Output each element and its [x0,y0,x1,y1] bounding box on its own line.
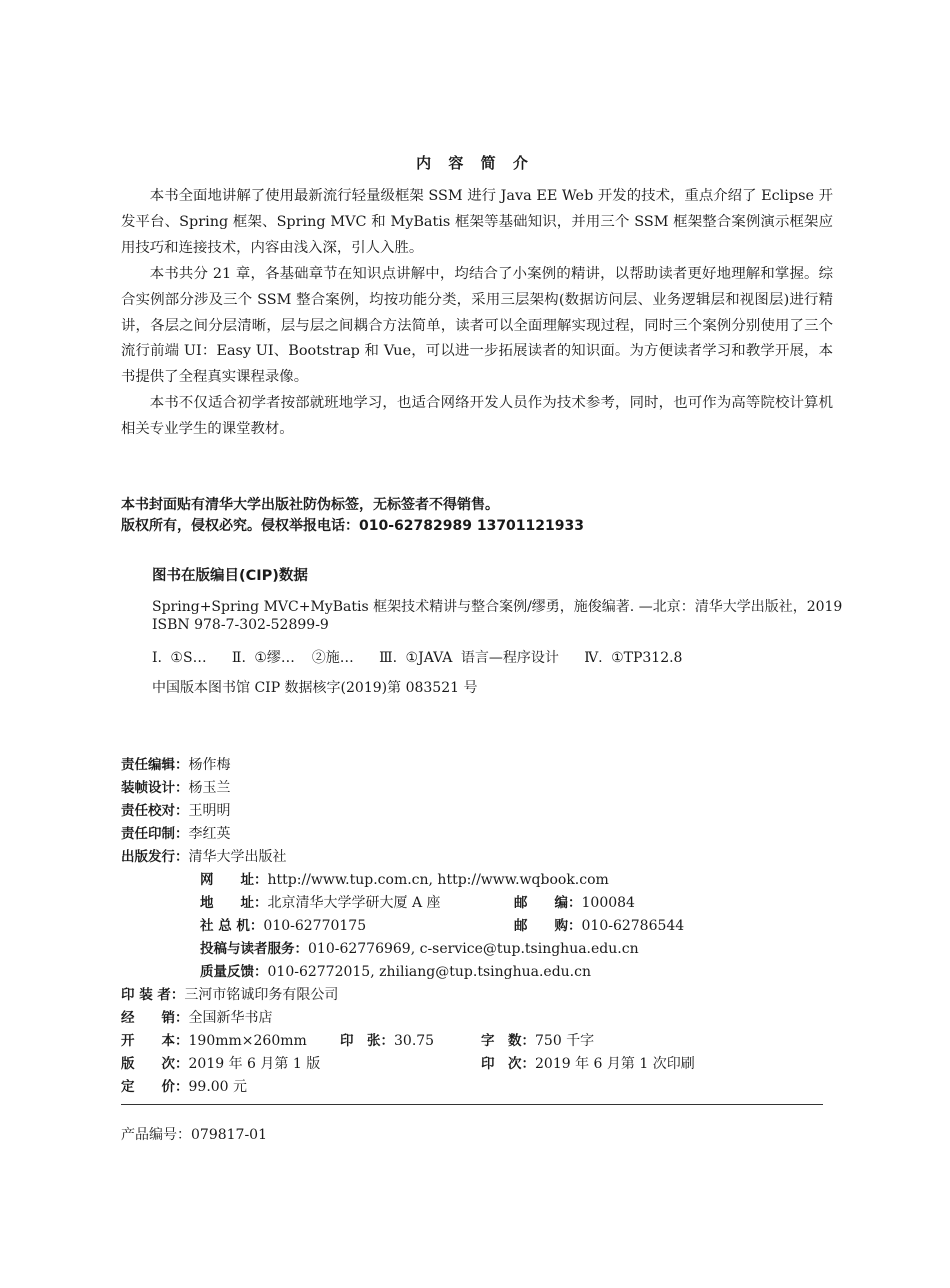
credit-value: 王明明 [188,803,231,819]
credit-label: 责任印制： [121,826,189,842]
credit-value: 99.00 元 [188,1079,248,1095]
intro-section [121,184,833,443]
intro-paragraph: 本书不仅适合初学者按部就班地学习，也适合网络开发人员作为技术参考，同时，也可作为高等院校计算机相关专业学生的课堂教材。 [121,395,833,438]
credit-value: 750 千字 [535,1033,595,1049]
credit-label: 字 数： [481,1033,535,1049]
credit-value: 010-62772015, zhiliang@tup.tsinghua.edu.cn [267,964,591,980]
credit-value: 010-62776969, c-service@tup.tsinghua.edu.cn [308,941,639,957]
cip-line: Spring+Spring MVC+MyBatis 框架技术精讲与整合案例/缪勇，施俊编著. —北京：清华大学出版社，2019 [152,599,843,615]
credit-printing [121,822,231,843]
credit-editor [121,753,231,774]
cip-classification: Ⅰ. ①S… Ⅱ. ①缪… ②施… Ⅲ. ①JAVA 语言—程序设计 Ⅳ. ①TP312.8 [152,650,683,666]
credit-label: 开 本： [121,1033,189,1049]
credit-format [121,1029,307,1049]
credit-label: 印 张： [340,1033,394,1049]
credit-designer [121,776,231,797]
credit-value: 2019 年 6 月第 1 版 [188,1056,321,1072]
cip-record-number: 中国版本图书馆 CIP 数据核字(2019)第 083521 号 [152,680,478,696]
credit-proofreader [121,799,231,820]
credit-value: 010-62770175 [263,918,367,934]
cip-isbn: ISBN 978-7-302-52899-9 [152,617,329,633]
divider [121,1104,823,1105]
product-number: 产品编号：079817-01 [121,1127,267,1143]
credit-publisher [121,845,287,866]
credit-label: 印 装 者： [121,987,185,1003]
credit-label: 出版发行： [121,849,189,865]
credit-value: 杨作梅 [188,757,231,773]
credit-value: 三河市铭诚印务有限公司 [184,987,339,1003]
credit-value: 杨玉兰 [188,780,231,796]
credit-value: http://www.tup.com.cn, http://www.wqbook.com [267,872,609,888]
credit-words [481,1029,594,1050]
credit-label: 装帧设计： [121,780,189,796]
credit-label: 经 销： [121,1010,189,1026]
credit-value: 010-62786544 [581,918,685,934]
credit-label: 地 址： [200,895,268,911]
credit-distributor [121,1006,273,1027]
copyright-notice: 版权所有，侵权必究。侵权举报电话：010-62782989 13701121933 [121,518,584,534]
credit-label: 投稿与读者服务： [200,941,308,957]
credit-postcode [514,891,635,911]
credit-mail-order [514,914,684,934]
credit-switchboard [200,914,366,934]
credit-label: 邮 购： [514,918,582,934]
credit-impression [481,1052,695,1073]
credit-value: 北京清华大学学研大厦 A 座 [267,895,441,911]
credit-value: 清华大学出版社 [188,849,287,865]
credit-printer [121,983,338,1004]
credit-value: 李红英 [188,826,231,842]
credit-value: 190mm×260mm [188,1033,307,1049]
credit-value: 2019 年 6 月第 1 次印刷 [535,1056,695,1072]
credit-label: 定 价： [121,1079,189,1095]
intro-paragraph: 本书全面地讲解了使用最新流行轻量级框架 SSM 进行 Java EE Web 开发的技术，重点介绍了 Eclipse 开发平台、Spring 框架、Spring MVC 和 MyBatis 框架等基础知识，并用三个 SSM 框架整合案例演示框架应用技巧和连接技术，内容由浅入深，引人入胜。 [121,188,833,256]
page-title: 内 容 简 介 [416,154,534,172]
credit-label: 社 总 机： [200,918,264,934]
credit-label: 邮 编： [514,895,582,911]
credit-value: 30.75 [394,1033,435,1049]
credit-label: 网 址： [200,872,268,888]
credit-submission [200,937,639,957]
credit-label: 版 次： [121,1056,189,1072]
credit-feedback [200,960,591,980]
credit-label: 印 次： [481,1056,535,1072]
cip-heading: 图书在版编目(CIP)数据 [152,568,308,584]
anti-counterfeit-notice: 本书封面贴有清华大学出版社防伪标签，无标签者不得销售。 [121,497,499,513]
credit-address [200,891,441,912]
credit-website [200,868,609,888]
credit-value: 全国新华书店 [188,1010,273,1026]
intro-paragraph: 本书共分 21 章，各基础章节在知识点讲解中，均结合了小案例的精讲，以帮助读者更好地理解和掌握。综合实例部分涉及三个 SSM 整合案例，均按功能分类，采用三层架构(数据访问层、业务逻辑层和视图层)进行精讲，各层之间分层清晰，层与层之间耦合方法简单，读者可以全面理解实现过程，同时三个案例分别使用了三个流行前端 UI：Easy UI、Bootstrap 和 Vue，可以进一步拓展读者的知识面。为方便读者学习和教学开展，本书提供了全程真实课程录像。 [121,265,833,386]
credit-edition [121,1052,320,1073]
credit-label: 质量反馈： [200,964,268,980]
credit-label: 责任编辑： [121,757,189,773]
credit-sheets [340,1029,434,1049]
credit-label: 责任校对： [121,803,189,819]
credit-price [121,1075,247,1096]
credit-value: 100084 [581,895,635,911]
